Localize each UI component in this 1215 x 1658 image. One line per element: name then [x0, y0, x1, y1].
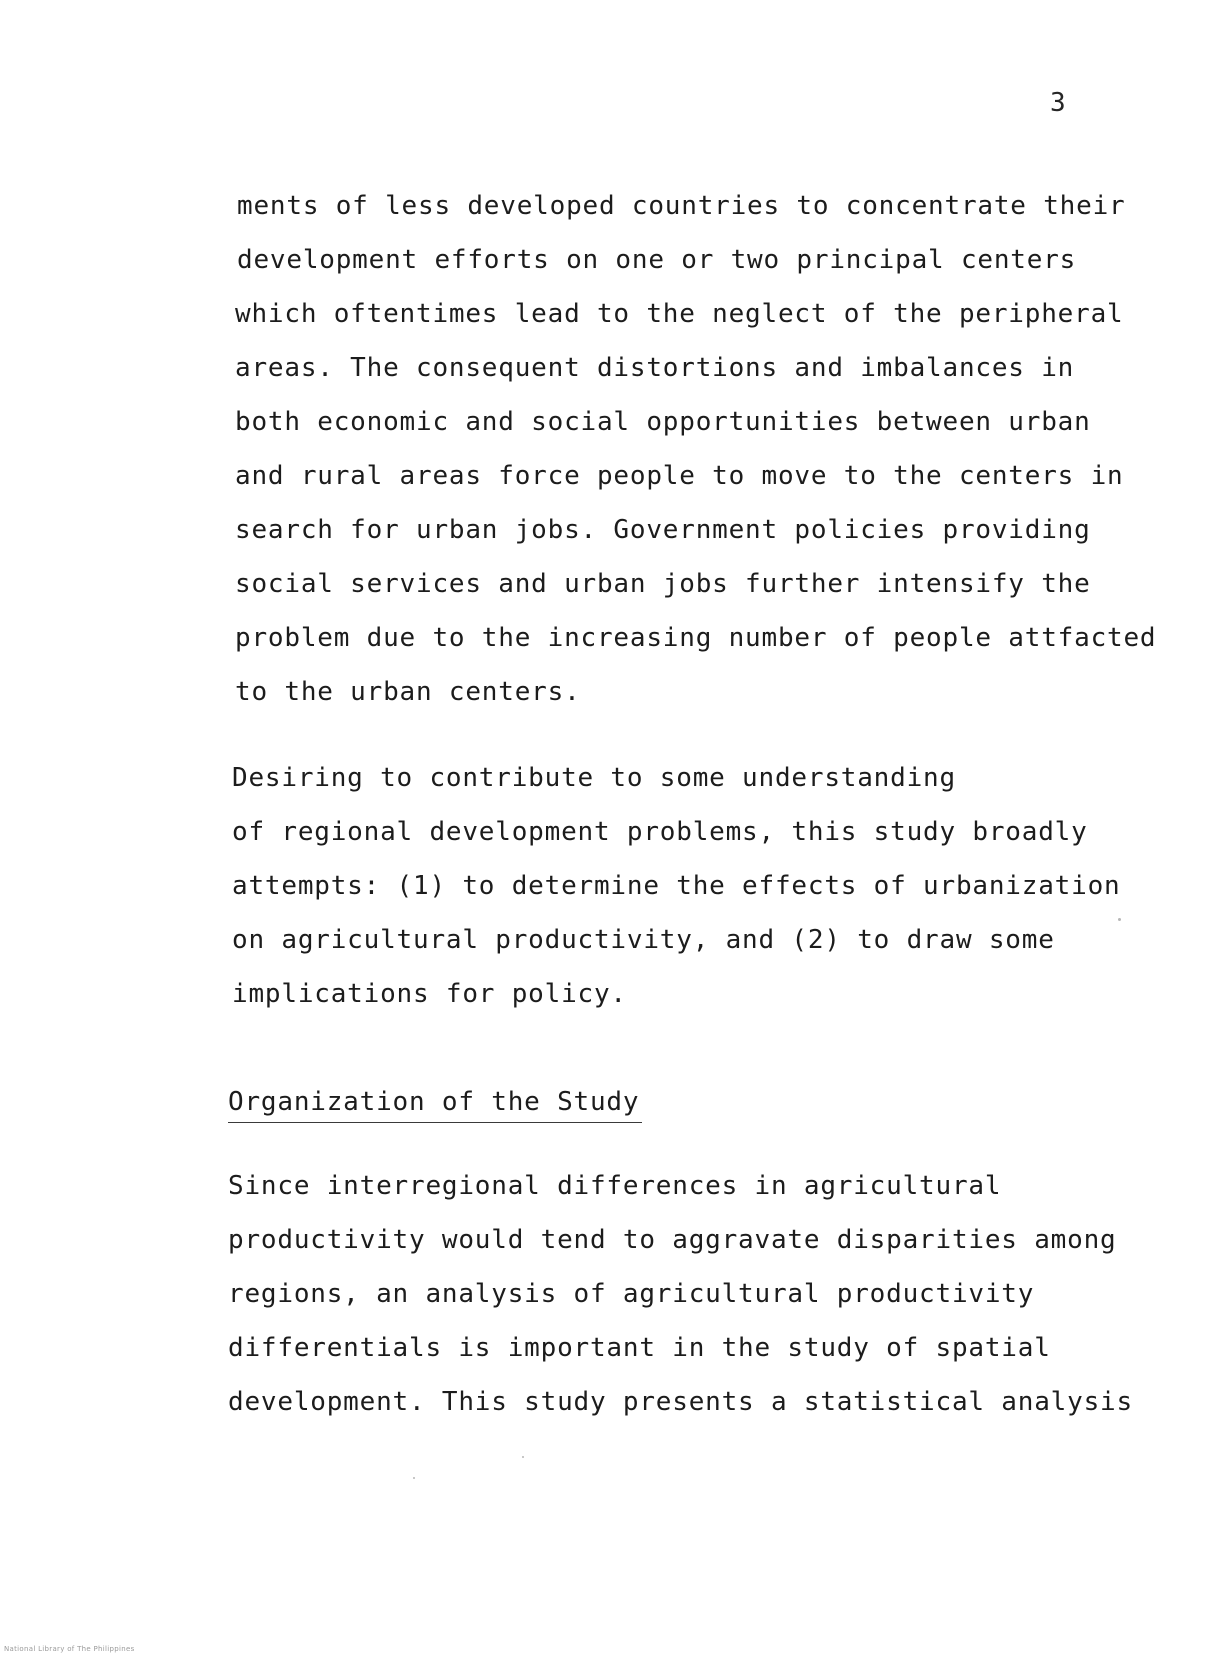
scan-speck: [522, 1456, 524, 1458]
paragraph-3-line-3: regions, an analysis of agricultural productivity: [228, 1279, 1035, 1309]
paragraph-2-line-4: on agricultural productivity, and (2) to draw some: [232, 925, 1055, 955]
paragraph-1-line-2: development efforts on one or two principal centers: [237, 245, 1077, 275]
paragraph-1-line-5: both economic and social opportunities between urban: [235, 407, 1091, 437]
section-heading: Organization of the Study: [228, 1087, 640, 1117]
paragraph-1-line-6: and rural areas force people to move to the centers in: [235, 461, 1124, 491]
paragraph-1-line-3: which oftentimes lead to the neglect of the peripheral: [235, 299, 1124, 329]
paragraph-2-line-3: attempts: (1) to determine the effects of urbanization: [232, 871, 1121, 901]
paragraph-3-line-5: development. This study presents a statistical analysis: [228, 1387, 1133, 1417]
paragraph-1-line-10: to the urban centers.: [235, 677, 581, 707]
paragraph-1-line-9: problem due to the increasing number of people attfacted: [235, 623, 1157, 653]
paragraph-2-line-5: implications for policy.: [232, 979, 627, 1009]
scan-speck: [1118, 918, 1121, 921]
paragraph-3-line-2: productivity would tend to aggravate disparities among: [228, 1225, 1117, 1255]
section-heading-underline: [228, 1122, 642, 1123]
paragraph-1-line-4: areas. The consequent distortions and imbalances in: [235, 353, 1075, 383]
scan-speck: [413, 1477, 415, 1479]
paragraph-1-line-7: search for urban jobs. Government policies providing: [235, 515, 1091, 545]
paragraph-2-line-2: of regional development problems, this study broadly: [232, 817, 1088, 847]
paragraph-1-line-1: ments of less developed countries to concentrate their: [237, 191, 1126, 221]
footer-note: National Library of The Philippines: [4, 1645, 135, 1653]
paragraph-2-line-1: Desiring to contribute to some understanding: [232, 763, 956, 793]
paragraph-3-line-4: differentials is important in the study of spatial: [228, 1333, 1051, 1363]
paragraph-3-line-1: Since interregional differences in agricultural: [228, 1171, 1002, 1201]
paragraph-1-line-8: social services and urban jobs further intensify the: [235, 569, 1091, 599]
page-number: 3: [1050, 88, 1066, 118]
